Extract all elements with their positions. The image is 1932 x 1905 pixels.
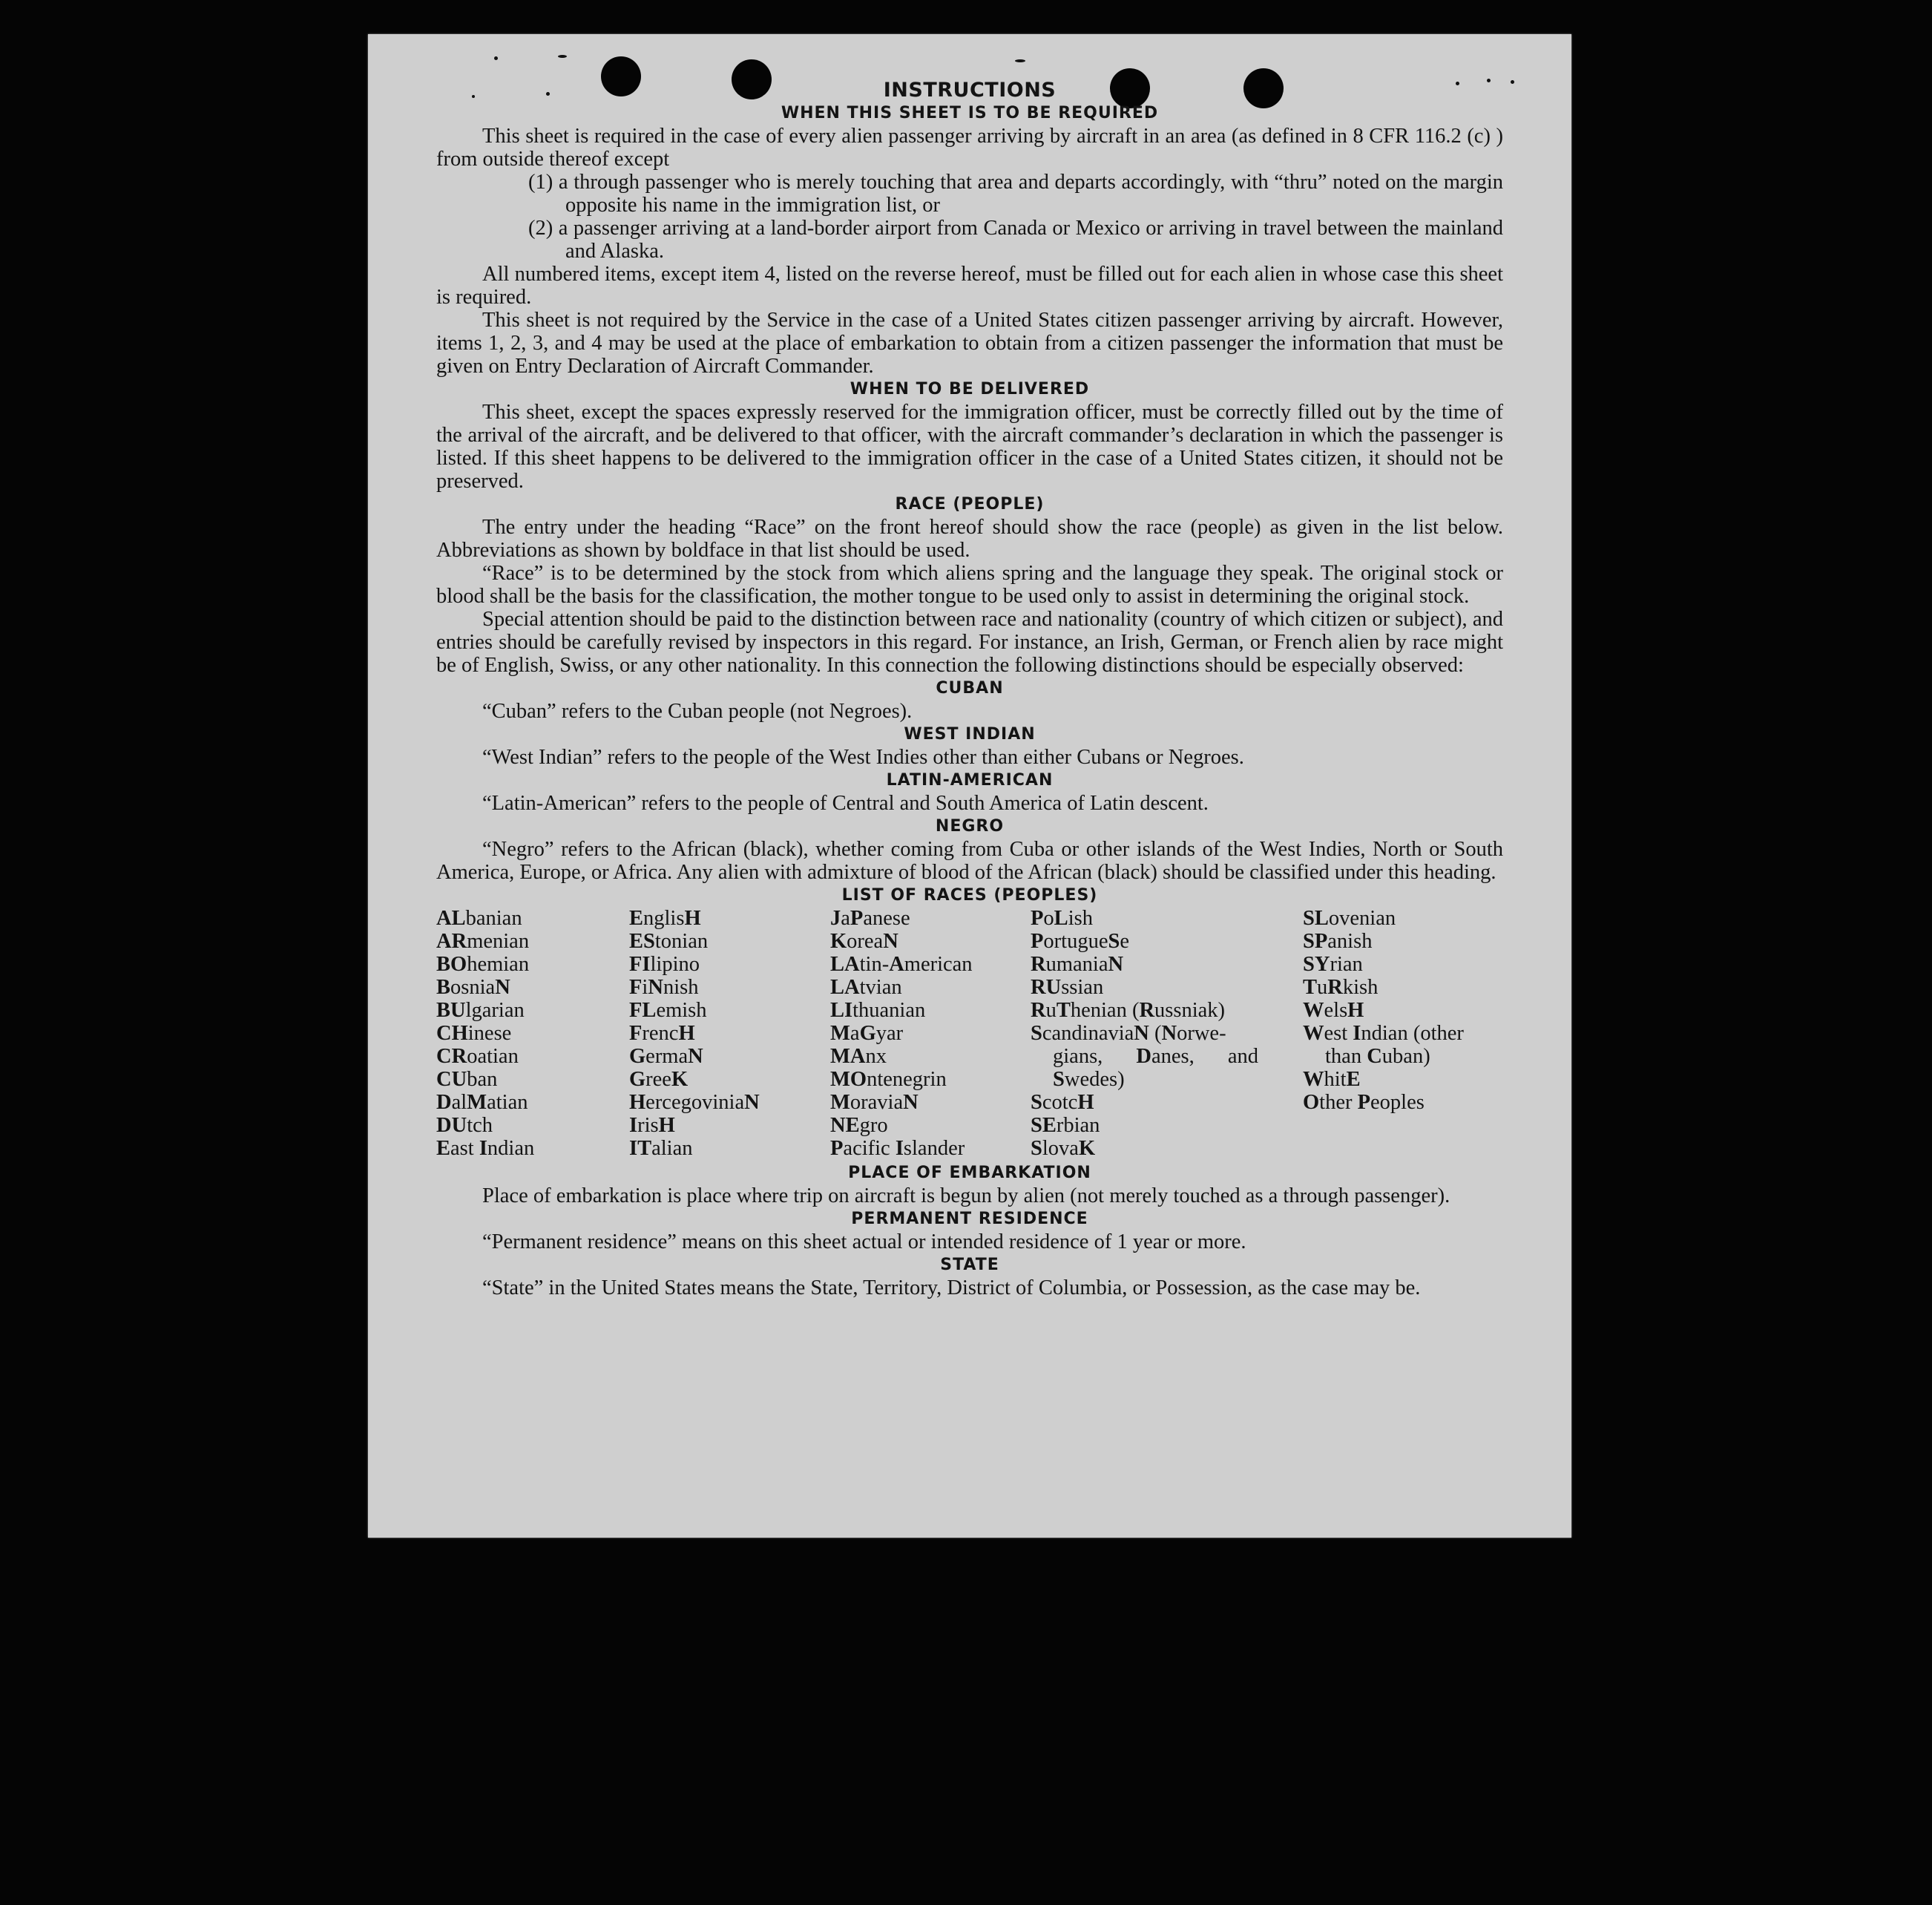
race-entry: SPanish [1303, 930, 1373, 953]
race-entry: SlovaK [1031, 1137, 1096, 1160]
section-heading: PERMANENT RESIDENCE [851, 1210, 1088, 1228]
race-entry: DUtch [436, 1114, 493, 1137]
paragraph: “Race” is to be determined by the stock from which aliens spring and the language they speak. The original stock or blood shall be the basis for the classification, the mother tongue to be used only to assist in determining the original stock. [436, 562, 1503, 608]
paragraph: Special attention should be paid to the distinction between race and nationality (country of which citizen or subject), and entries should be carefully revised by inspectors in this regard. For instance, an Irish, German, or French alien by race might be of English, Swiss, or any other nationality. In this connection the following distinctions should be especially observed: [436, 608, 1503, 677]
section-heading: PLACE OF EMBARKATION [848, 1164, 1091, 1182]
race-entry: MaGyar [830, 1022, 904, 1045]
race-entry: RUssian [1031, 976, 1104, 999]
paragraph: “West Indian” refers to the people of the West Indies other than either Cubans or Negroes. [482, 746, 1244, 769]
section-heading: WHEN TO BE DELIVERED [850, 380, 1090, 399]
race-entry: FiNnish [629, 976, 699, 999]
section-heading: CUBAN [936, 679, 1004, 698]
race-entry: West Indian (other [1303, 1022, 1464, 1045]
race-entry: PoLish [1031, 907, 1093, 930]
paragraph: All numbered items, except item 4, listed on the reverse hereof, must be filled out for each alien in whose case this sheet is required. [436, 263, 1503, 309]
race-entry: SLovenian [1303, 907, 1396, 930]
race-entry: BOhemian [436, 953, 530, 976]
race-entry: LAtin-American [830, 953, 973, 976]
race-entry: SYrian [1303, 953, 1363, 976]
race-entry: FrencH [629, 1022, 695, 1045]
race-entry: IrisH [629, 1114, 675, 1137]
race-entry: ScandinaviaN (Norwe- [1031, 1022, 1226, 1045]
race-entry: EnglisH [629, 907, 701, 930]
race-entry: CUban [436, 1068, 498, 1091]
race-list [436, 907, 1503, 1160]
paragraph: This sheet is not required by the Service in the case of a United States citizen passenger arriving by aircraft. However, items 1, 2, 3, and 4 may be used at the place of embarkation to obtain from a citizen passenger the information that must be given on Entry Declaration of Aircraft Commander. [436, 309, 1503, 378]
race-entry: DalMatian [436, 1091, 528, 1114]
paragraph: This sheet, except the spaces expressly reserved for the immigration officer, must be correctly filled out by the time of the arrival of the aircraft, and be delivered to that officer, with the aircraft commander’s declaration in which the passenger is listed. If this sheet happens to be delivered to the immigration officer in the case of a United States citizen, it should not be preserved. [436, 401, 1503, 493]
race-entry: MoraviaN [830, 1091, 919, 1114]
section-heading: LIST OF RACES (PEOPLES) [841, 886, 1098, 905]
list-item: (1) a through passenger who is merely touching that area and departs accordingly, with “thru” noted on the margin opposite his name in the immigration list, or [528, 171, 1503, 217]
paragraph: “Cuban” refers to the Cuban people (not Negroes). [482, 700, 913, 723]
instructions-text [436, 79, 1503, 1299]
race-entry: MOntenegrin [830, 1068, 947, 1091]
race-entry: SErbian [1031, 1114, 1100, 1137]
race-entry: WelsH [1303, 999, 1364, 1022]
paragraph: “Negro” refers to the African (black), whether coming from Cuba or other islands of the West Indies, North or South America, Europe, or Africa. Any alien with admixture of blood of the African (black) should be classified under this heading. [436, 838, 1503, 884]
section-heading: WEST INDIAN [904, 725, 1036, 744]
race-entry: ScotcH [1031, 1091, 1094, 1114]
speck [1015, 59, 1025, 62]
section-heading: WHEN THIS SHEET IS TO BE REQUIRED [781, 104, 1159, 122]
section-heading: NEGRO [935, 817, 1005, 836]
race-entry: ALbanian [436, 907, 522, 930]
race-entry: GermaN [629, 1045, 703, 1068]
race-entry: FLemish [629, 999, 707, 1022]
speck [1511, 80, 1514, 84]
race-entry: Pacific Islander [830, 1137, 965, 1160]
race-column [830, 907, 1031, 1160]
race-entry: LAtvian [830, 976, 902, 999]
paragraph: “Permanent residence” means on this sheet actual or intended residence of 1 year or more. [482, 1230, 1246, 1253]
document-page [368, 34, 1571, 1538]
section-heading: LATIN-AMERICAN [886, 771, 1054, 790]
race-entry: BosniaN [436, 976, 510, 999]
race-entry: NEgro [830, 1114, 888, 1137]
race-entry: East Indian [436, 1137, 535, 1160]
race-entry: CHinese [436, 1022, 512, 1045]
speck [494, 56, 498, 60]
race-entry: PortugueSe [1031, 930, 1129, 953]
race-entry: HercegoviniaN [629, 1091, 760, 1114]
race-entry: ITalian [629, 1137, 693, 1160]
race-entry: LIthuanian [830, 999, 926, 1022]
section-heading: STATE [940, 1256, 999, 1274]
race-column [1031, 907, 1303, 1160]
race-entry: CRoatian [436, 1045, 519, 1068]
list-item: (2) a passenger arriving at a land-border airport from Canada or Mexico or arriving in travel between the mainland and Alaska. [528, 217, 1503, 263]
section-heading: RACE (PEOPLE) [895, 495, 1045, 514]
race-entry: MAnx [830, 1045, 887, 1068]
race-column [629, 907, 830, 1160]
race-entry: ARmenian [436, 930, 530, 953]
race-entry: EStonian [629, 930, 709, 953]
speck [558, 55, 567, 58]
race-column [436, 907, 629, 1160]
race-entry: TuRkish [1303, 976, 1379, 999]
race-entry: Other Peoples [1303, 1091, 1425, 1114]
race-entry: than Cuban) [1325, 1045, 1430, 1068]
paragraph: “State” in the United States means the State, Territory, District of Columbia, or Possession, as the case may be. [482, 1276, 1421, 1299]
race-entry: BUlgarian [436, 999, 525, 1022]
race-entry: RuThenian (Russniak) [1031, 999, 1226, 1022]
race-entry: RumaniaN [1031, 953, 1124, 976]
race-entry: GreeK [629, 1068, 689, 1091]
paragraph: Place of embarkation is place where trip on aircraft is begun by alien (not merely touched as a through passenger). [482, 1184, 1450, 1207]
page-title: INSTRUCTIONS [883, 79, 1057, 102]
race-entry: gians, Danes, and Swedes) [1053, 1045, 1258, 1091]
race-entry: WhitE [1303, 1068, 1361, 1091]
paragraph: This sheet is required in the case of every alien passenger arriving by aircraft in an area (as defined in 8 CFR 116.2 (c) ) from outside thereof except [436, 125, 1503, 171]
paragraph: “Latin-American” refers to the people of Central and South America of Latin descent. [482, 792, 1209, 815]
race-entry: KoreaN [830, 930, 898, 953]
race-entry: FIlipino [629, 953, 700, 976]
paragraph: The entry under the heading “Race” on the front hereof should show the race (people) as given in the list below. Abbreviations as shown by boldface in that list should be used. [436, 516, 1503, 562]
race-entry: JaPanese [830, 907, 910, 930]
race-column [1303, 907, 1503, 1160]
